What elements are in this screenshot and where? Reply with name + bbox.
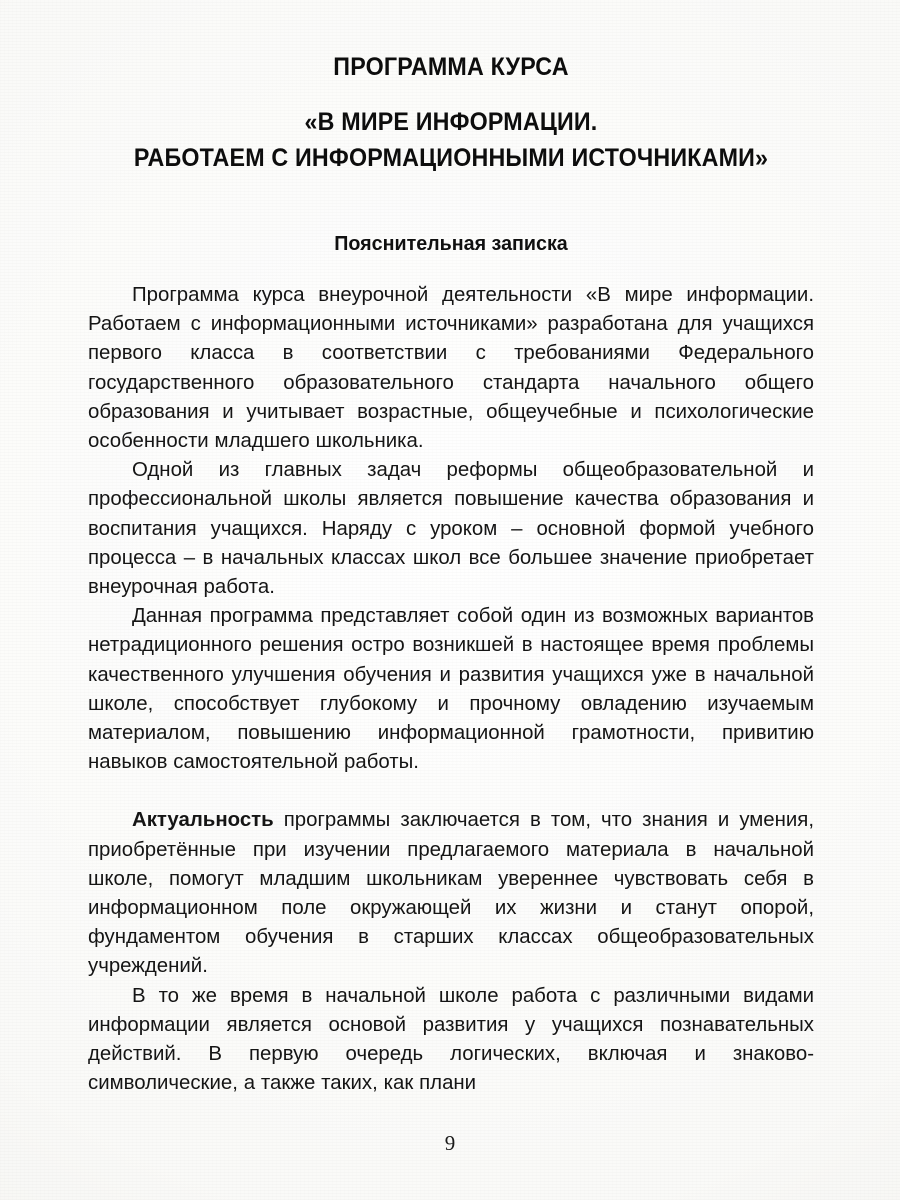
paragraph-2 [88, 456, 814, 602]
page-number: 9 [444, 1131, 456, 1155]
paragraph-3 [88, 602, 814, 777]
paragraph-3-text: Данная программа представляет собой один из возможных вариантов нетрадиционного решения остро возникшей в настоящее время проблемы качественного улучшения обучения и развития учащихся уже в начальной школе, способствует глубокому и прочному овладению изучаемым материалом, повышению информационной грамотности, привитию навыков самостоятельной работы. [88, 605, 814, 774]
paragraph-1 [88, 281, 814, 456]
paragraph-5-text: В то же время в начальной школе работа с различными видами информации является основой развития у учащихся познавательных действий. В первую очередь логических, включая и знаково-символические, а также таких, как плани [88, 984, 814, 1095]
paragraph-4-bold-lead: Актуальность [132, 809, 274, 832]
body-text-block [88, 281, 814, 1098]
title-line-course-name-part1: «В МИРЕ ИНФОРМАЦИИ. [304, 108, 598, 136]
title-line-program-kursa: ПРОГРАММА КУРСА [333, 53, 569, 81]
paragraph-2-text: Одной из главных задач реформы общеобразовательной и профессиональной школы является повышение качества образования и воспитания учащихся. Наряду с уроком – основной формой учебного процесса – в начальных классах школ все большее значение приобретает внеурочная работа. [88, 459, 814, 599]
title-line-course-name-part2: РАБОТАЕМ С ИНФОРМАЦИОННЫМИ ИСТОЧНИКАМИ» [133, 144, 769, 172]
paragraph-4 [88, 806, 814, 981]
document-title-block [88, 0, 814, 175]
paragraph-5 [88, 982, 814, 1099]
page-content [88, 0, 814, 1200]
section-heading-explanatory-note: Пояснительная записка [334, 232, 568, 255]
paragraph-1-text: Программа курса внеурочной деятельности «В мире информации. Работаем с информационными источниками» разработана для учащихся первого класса в соответствии с требованиями Федерального государственного образовательного стандарта начального общего образования и учитывает возрастные, общеучебные и психологические особенности младшего школьника. [88, 284, 814, 453]
paragraph-4-text: программы заключается в том, что знания и умения, приобретённые при изучении предлагаемого материала в начальной школе, помогут младшим школьникам увереннее чувствовать себя в информационном поле окружающей их жизни и станут опорой, фундаментом обучения в старших классах общеобразовательных учреждений. [88, 809, 814, 978]
